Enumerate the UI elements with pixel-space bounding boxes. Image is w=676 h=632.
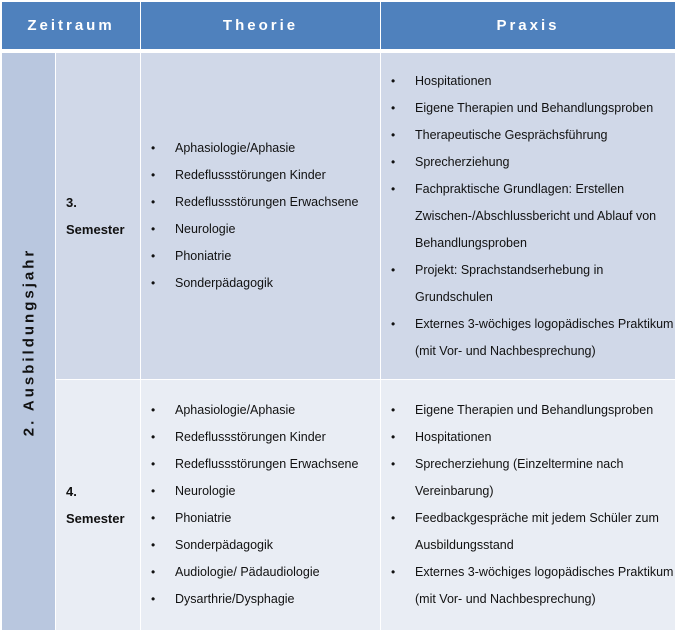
semester-4-number: 4. xyxy=(66,484,77,499)
semester-3-theorie-cell xyxy=(141,49,381,380)
semester-3-cell xyxy=(56,49,141,380)
semester-3-praxis-cell xyxy=(381,49,675,380)
list-item: • Hospitationen xyxy=(381,68,675,95)
list-item: • Sonderpädagogik xyxy=(141,270,380,297)
list-item: • Redeflussstörungen Erwachsene xyxy=(141,189,380,216)
semester-4-praxis-cell xyxy=(381,380,675,630)
list-item: • Audiologie/ Pädaudiologie xyxy=(141,559,380,586)
semester-3-theorie-list xyxy=(141,135,380,297)
semester-4-theorie-cell xyxy=(141,380,381,630)
semester-4-cell xyxy=(56,380,141,630)
semester-4-theorie-list xyxy=(141,397,380,613)
list-item: • Dysarthrie/Dysphagie xyxy=(141,586,380,613)
year-cell xyxy=(2,49,56,630)
list-item: • Hospitationen xyxy=(381,424,675,451)
curriculum-table xyxy=(2,2,675,630)
list-item: • Phoniatrie xyxy=(141,243,380,270)
list-item: • Therapeutische Gesprächsführung xyxy=(381,122,675,149)
list-item: • Aphasiologie/Aphasie xyxy=(141,397,380,424)
list-item: • Fachpraktische Grundlagen: Erstellen Zwischen-/Abschlussbericht und Ablauf von Behandlungsproben xyxy=(381,176,675,257)
list-item: • Phoniatrie xyxy=(141,505,380,532)
list-item: • Neurologie xyxy=(141,216,380,243)
list-item: • Sprecherziehung (Einzeltermine nach Vereinbarung) xyxy=(381,451,675,505)
semester-4-label: Semester xyxy=(66,511,125,526)
semester-3-label: Semester xyxy=(66,222,125,237)
list-item: • Projekt: Sprachstandserhebung in Grundschulen xyxy=(381,257,675,311)
list-item: • Sonderpädagogik xyxy=(141,532,380,559)
semester-4-praxis-list xyxy=(381,397,675,613)
year-label: 2. Ausbildungsjahr xyxy=(20,247,37,436)
header-zeitraum: Zeitraum xyxy=(2,2,141,49)
semester-3-number: 3. xyxy=(66,195,77,210)
list-item: • Eigene Therapien und Behandlungsproben xyxy=(381,397,675,424)
list-item: • Redeflussstörungen Erwachsene xyxy=(141,451,380,478)
list-item: • Feedbackgespräche mit jedem Schüler zum Ausbildungsstand xyxy=(381,505,675,559)
list-item: • Sprecherziehung xyxy=(381,149,675,176)
list-item: • Externes 3-wöchiges logopädisches Praktikum (mit Vor- und Nachbesprechung) xyxy=(381,311,675,365)
list-item: • Aphasiologie/Aphasie xyxy=(141,135,380,162)
semester-3-praxis-list xyxy=(381,68,675,365)
list-item: • Redeflussstörungen Kinder xyxy=(141,424,380,451)
list-item: • Neurologie xyxy=(141,478,380,505)
header-praxis: Praxis xyxy=(381,2,675,49)
header-theorie: Theorie xyxy=(141,2,381,49)
list-item: • Eigene Therapien und Behandlungsproben xyxy=(381,95,675,122)
list-item: • Redeflussstörungen Kinder xyxy=(141,162,380,189)
list-item: • Externes 3-wöchiges logopädisches Praktikum (mit Vor- und Nachbesprechung) xyxy=(381,559,675,613)
